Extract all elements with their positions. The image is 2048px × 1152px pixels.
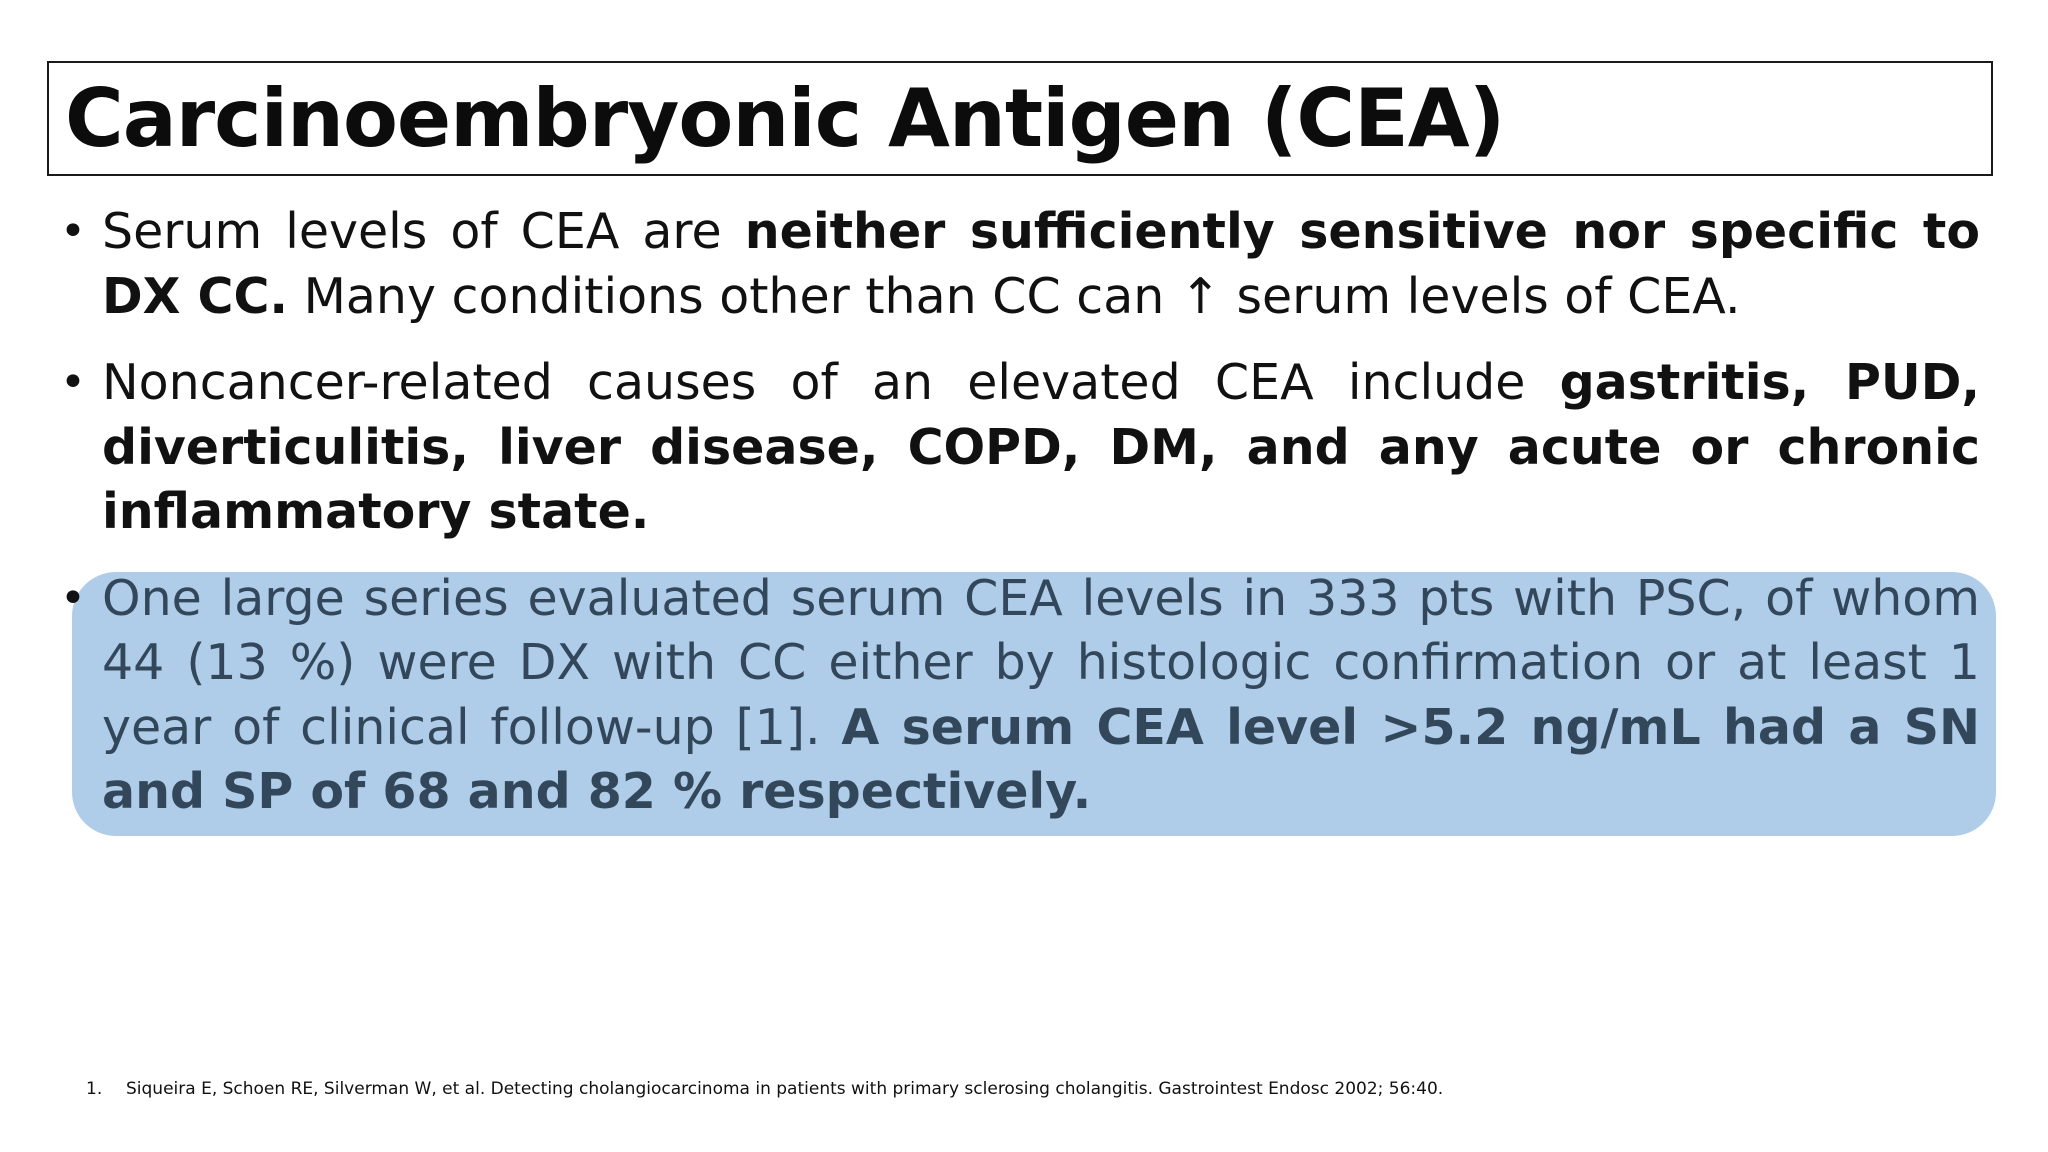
bullet-icon: •	[60, 357, 86, 408]
footnote-text: Siqueira E, Schoen RE, Silverman W, et al. Detecting cholangiocarcinoma in patients with primary sclerosing cholangitis. Gastrointest Endosc 2002; 56:40.	[126, 1079, 1444, 1099]
slide-title: Carcinoembryonic Antigen (CEA)	[65, 72, 1505, 165]
bullet-icon: •	[60, 206, 86, 257]
bullet-text: Many conditions other than CC can	[288, 267, 1180, 325]
bullet-text: One large series evaluated serum CEA levels in 333 pts with PSC, of whom 44 (13 %) were DX with CC either by histologic confirmation or at least 1 year of clinical follow-up [1].	[102, 569, 1980, 756]
bullet-item-sensitivity	[60, 200, 1980, 329]
bullet-bold-text: A serum CEA level >5.2 ng/mL had a SN and SP of 68 and 82 % respectively.	[102, 698, 1980, 820]
footnote	[86, 1077, 1443, 1101]
up-arrow-icon: ↑	[1179, 267, 1221, 325]
bullet-list	[60, 200, 1980, 847]
bullet-bold-text: neither sufficiently sensitive nor specific to DX CC.	[102, 203, 1980, 325]
bullet-text: Serum levels of CEA are	[102, 203, 745, 260]
bullet-text: Noncancer-related causes of an elevated CEA include	[102, 354, 1560, 411]
bullet-item-psc-series	[60, 567, 1980, 825]
bullet-text: serum levels of CEA.	[1220, 267, 1741, 325]
bullet-item-noncancer-causes	[60, 351, 1980, 545]
title-box	[47, 61, 1993, 176]
bullet-bold-text: gastritis, PUD, diverticulitis, liver disease, COPD, DM, and any acute or chronic inflammatory state.	[102, 354, 1980, 540]
footnote-number: 1.	[86, 1079, 103, 1099]
bullet-icon: •	[60, 572, 86, 624]
